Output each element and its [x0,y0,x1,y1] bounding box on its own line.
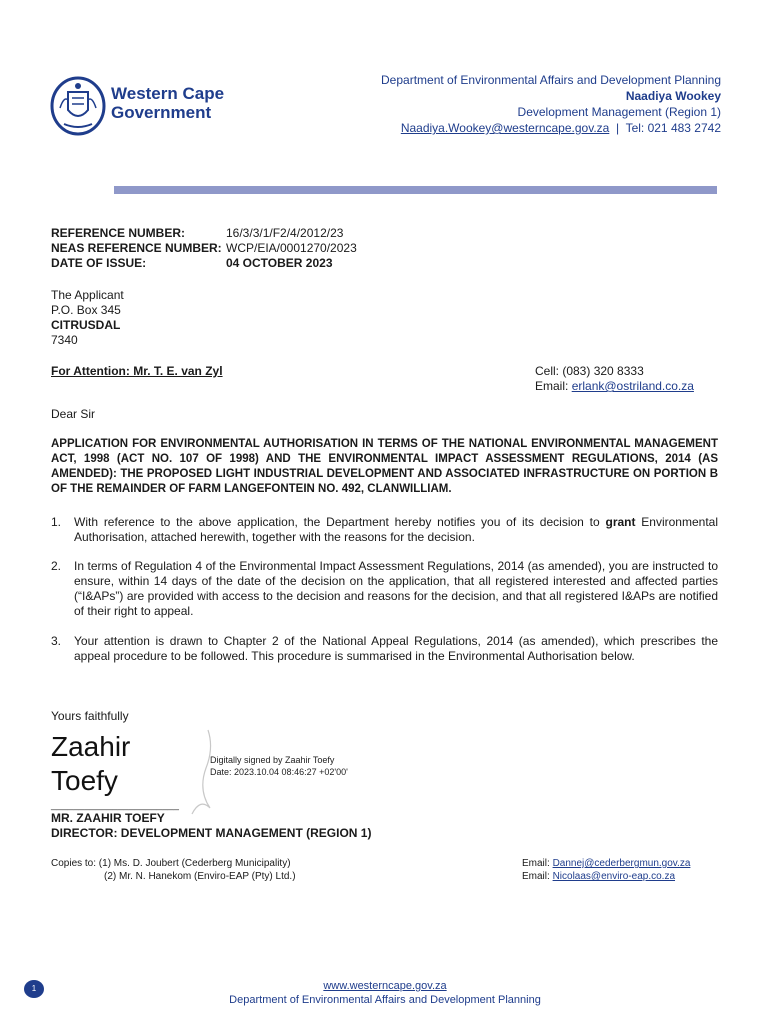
paragraph-text-bold: grant [605,515,636,529]
paragraph-number: 2. [51,559,62,573]
date-label: DATE OF ISSUE: [51,256,147,270]
paragraph-number: 1. [51,515,62,529]
attention-line: For Attention: Mr. T. E. van Zyl [51,364,223,378]
coat-of-arms-icon [50,74,106,136]
contact-email-link[interactable]: Naadiya.Wookey@westerncape.gov.za [400,121,610,135]
page-number-badge: 1 [24,980,44,998]
copies-emails [522,857,690,883]
paragraph-3 [51,634,718,664]
contact-tel: Tel: 021 483 2742 [625,121,721,135]
paragraph-text-before: With reference to the above application, the Department hereby notifies you of its decision to [74,515,606,529]
signature-line-1: Zaahir [51,731,131,762]
paragraph-text: In terms of Regulation 4 of the Environmental Impact Assessment Regulations, 2014 (as amended), you are instructed to ensure, within 14 days of the date of the decision on the application, that all registered interested and affected parties (“I&APs”) are provided with access to the decision and reasons for the decision, and that all registered I&APs are notified of their right to appeal. [74,559,718,618]
logo-line-1: Western Cape [111,84,225,103]
footer-website-link[interactable]: www.westerncape.gov.za [323,980,447,992]
recipient-email-line [535,379,694,394]
signer-name: MR. ZAAHIR TOEFY [51,811,165,825]
contact-line [381,120,721,136]
copies-email-label: Email: [522,858,550,869]
recipient-email-link[interactable]: erlank@ostriland.co.za [571,379,694,393]
neas-value: WCP/EIA/0001270/2023 [226,241,357,255]
paragraph-2 [51,559,718,619]
copies-email-1-line [522,857,690,870]
copies-list [51,857,296,883]
logo-line-2: Government [111,103,212,122]
copies-email-label: Email: [522,871,550,882]
copies-email-1-link[interactable]: Dannej@cederbergmun.gov.za [552,858,691,869]
contact-name: Naadiya Wookey [625,89,721,103]
address-line-2: P.O. Box 345 [51,303,121,317]
signature-name [51,730,130,798]
recipient-email-label: Email: [535,379,569,393]
copies-line-2: (2) Mr. N. Hanekom (Enviro-EAP (Pty) Ltd.) [104,871,296,882]
reference-label: REFERENCE NUMBER: [51,226,186,240]
salutation: Dear Sir [51,407,96,421]
copies-line-1: Copies to: (1) Ms. D. Joubert (Cederberg Municipality) [51,858,291,869]
paragraph-text: Your attention is drawn to Chapter 2 of the National Appeal Regulations, 2014 (as amended), which prescribes the appeal procedure to be followed. This procedure is summarised in the Environmental Authorisation below. [74,634,718,663]
closing: Yours faithfully [51,709,129,723]
page-footer [0,979,770,1007]
date-value: 04 OCTOBER 2023 [226,256,333,270]
letterhead-contact [381,72,721,136]
header-rule [114,186,717,194]
neas-label: NEAS REFERENCE NUMBER: [51,241,222,255]
recipient-address [51,288,124,348]
logo-wordmark [111,84,224,122]
digital-signed-by: Digitally signed by Zaahir Toefy [210,755,335,765]
address-line-4: 7340 [51,333,78,347]
paragraph-1 [51,515,718,545]
copies-email-2-line [522,870,690,883]
paragraph-text-after: Environmental Authorisation, attached herewith, together with the reasons for the decision. [74,515,719,544]
address-line-3: CITRUSDAL [51,318,121,332]
recipient-contact [535,364,694,394]
reference-block [51,226,357,271]
reference-value: 16/3/3/1/F2/4/2012/23 [226,226,344,240]
digital-date: Date: 2023.10.04 08:46:27 +02'00' [210,767,348,777]
digital-signature-stamp [210,754,348,778]
department-name: Department of Environmental Affairs and Development Planning [381,73,721,87]
paragraph-text [74,515,718,545]
footer-department: Department of Environmental Affairs and Development Planning [229,994,541,1006]
address-line-1: The Applicant [51,288,124,302]
subject-heading: APPLICATION FOR ENVIRONMENTAL AUTHORISATION IN TERMS OF THE NATIONAL ENVIRONMENTAL MANAGEMENT ACT, 1998 (ACT NO. 107 OF 1998) AND THE ENVIRONMENTAL IMPACT ASSESSMENT REGULATIONS, 2014 (AS AMENDED): THE PROPOSED LIGHT INDUSTRIAL DEVELOPMENT AND ASSOCIATED INFRASTRUCTURE ON PORTION B OF THE REMAINDER OF FARM LANGEFONTEIN NO. 492, CLANWILLIAM. [51,438,718,495]
paragraph-number: 3. [51,634,62,648]
copies-email-2-link[interactable]: Nicolaas@enviro-eap.co.za [552,871,676,882]
signature-rule: _______________________ [51,800,179,811]
recipient-cell: Cell: (083) 320 8333 [535,364,644,378]
signer-title: DIRECTOR: DEVELOPMENT MANAGEMENT (REGION 1) [51,826,372,840]
signer-block [51,811,371,841]
unit-name: Development Management (Region 1) [517,105,721,119]
signature-line-2: Toefy [51,765,118,796]
contact-separator: | [616,121,620,135]
